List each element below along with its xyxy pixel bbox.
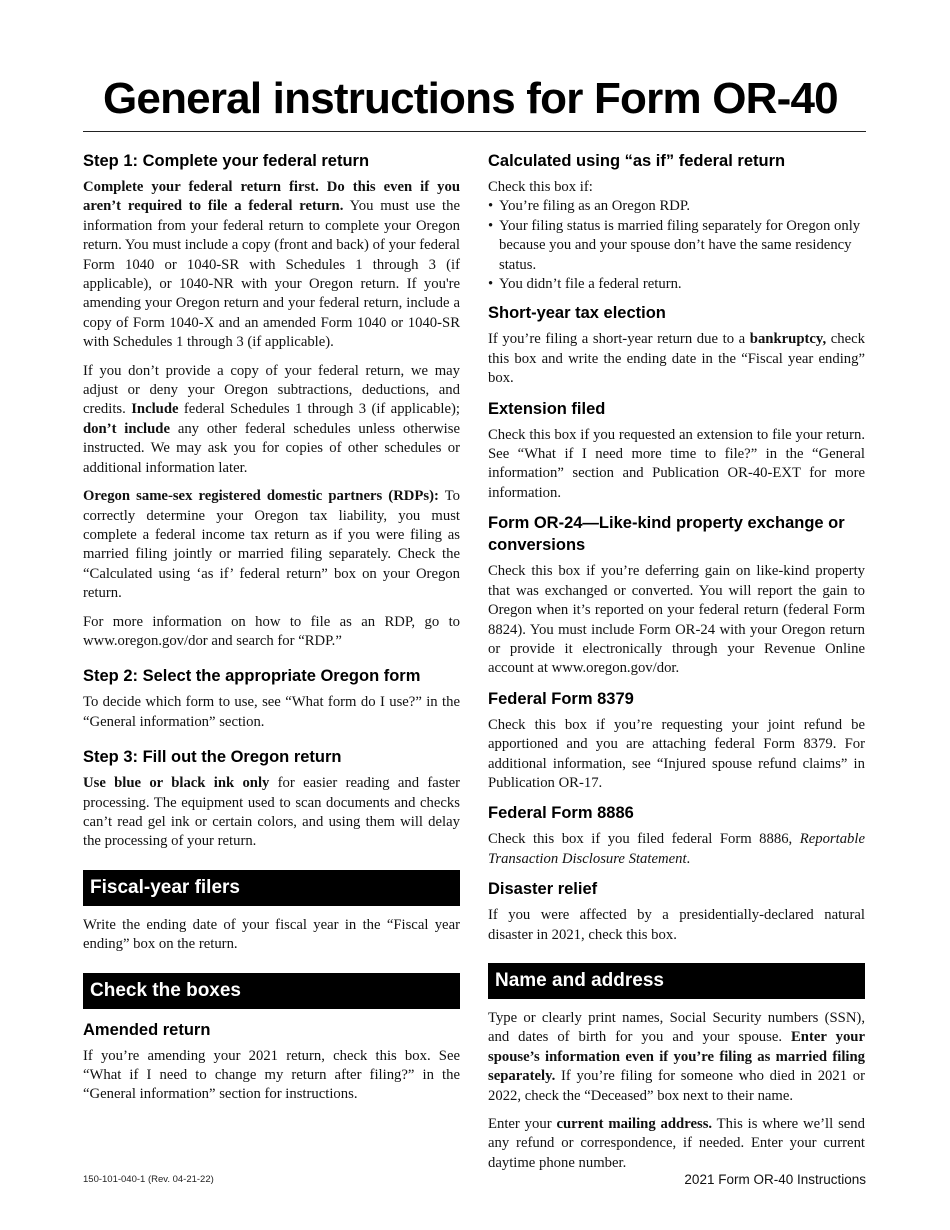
- name-p2-text-b: This is where we’ll send any refund or correspondence, if needed. Enter your current daytime phone number.: [488, 1116, 865, 1171]
- short-year-heading: Short-year tax election: [488, 304, 666, 323]
- instruction-page: [83, 0, 866, 1230]
- right-column: [488, 150, 865, 1173]
- name-p1-text-b: If you’re filing for someone who died in 2021 or 2022, check the “Deceased” box next to their name.: [488, 1068, 865, 1104]
- short-year-bold: bankruptcy,: [749, 331, 827, 348]
- fiscal-year-paragraph: Write the ending date of your fiscal year in the “Fiscal year ending” box on the return.: [83, 916, 460, 953]
- step1-section: [83, 150, 460, 651]
- short-year-text-a: If you’re filing a short-year return due to a: [488, 331, 750, 348]
- step3-section: [83, 746, 460, 852]
- extension-heading: Extension filed: [488, 399, 606, 418]
- step2-heading: Step 2: Select the appropriate Oregon form: [83, 667, 421, 686]
- name-p2-bold: current mailing address.: [556, 1116, 713, 1132]
- or24-section: [488, 512, 865, 678]
- step1-p3-bold: Oregon same-sex registered domestic partners (RDPs):: [83, 488, 439, 505]
- step1-p2-text-d: any other federal schedules unless otherwise instructed. We may ask you for copies of other schedules or additional information later.: [83, 420, 460, 476]
- extension-paragraph: Check this box if you requested an extension to file your return. See “What if I need more time to file?” in the “General information” section and Publication OR-40-EXT for more information.: [488, 426, 865, 501]
- name-p2-text-a: Enter your: [488, 1116, 557, 1132]
- disaster-relief-paragraph: If you were affected by a presidentially-declared natural disaster in 2021, check this box.: [488, 907, 865, 943]
- form-8886-text-b: .: [686, 850, 691, 867]
- form-8886-heading: Federal Form 8886: [488, 804, 634, 823]
- extension-section: [488, 398, 865, 504]
- document-title-footer: 2021 Form OR-40 Instructions: [684, 1172, 866, 1187]
- step1-p2-text-a: If you don’t provide a copy of your federal return, we may adjust or deny your Oregon subtractions, deductions, and credits.: [83, 362, 460, 418]
- step3-p1-text: for easier reading and faster processing. The equipment used to scan documents and checks can’t read gel ink or certain colors, and using them will delay the processing of your return.: [83, 775, 460, 850]
- name-address-paragraph-1: [488, 1009, 865, 1106]
- step1-p2-bold-dont-include: don’t include: [83, 420, 170, 437]
- form-8886-section: [488, 802, 865, 869]
- list-item: • Your filing status is married filing separately for Oregon only because you and your spouse don’t have the same residency status.: [488, 217, 865, 275]
- form-8379-paragraph: Check this box if you’re requesting your joint refund be apportioned and you are attaching federal Form 8379. For additional information, see “Injured spouse refund claims” in Publication OR-17.: [488, 716, 865, 791]
- short-year-section: [488, 302, 865, 388]
- form-8379-section: [488, 688, 865, 794]
- step2-section: [83, 665, 460, 732]
- step1-paragraph-4: For more information on how to file as an RDP, go to www.oregon.gov/dor and search for “RDP.”: [83, 613, 460, 649]
- as-if-intro: Check this box if:: [488, 179, 593, 195]
- or24-paragraph: Check this box if you’re deferring gain on like-kind property that was exchanged or converted. You will report the gain to Oregon when it’s reported on your federal return (federal Form 8824). You must include Form OR-24 with your Oregon return or provide it electronically through your Revenue Online account at www.oregon.gov/dor.: [488, 563, 865, 677]
- form-number: 150-101-040-1 (Rev. 04-21-22): [83, 1174, 214, 1185]
- step2-paragraph: To decide which form to use, see “What form do I use?” in the “General information” section.: [83, 694, 460, 730]
- title-divider: [83, 131, 866, 132]
- amended-return-heading: Amended return: [83, 1020, 211, 1039]
- step3-paragraph: [83, 774, 460, 852]
- name-and-address-banner: Name and address: [488, 963, 865, 999]
- amended-return-paragraph: If you’re amending your 2021 return, check this box. See “What if I need to change my return after filing?” in the “General information” section for instructions.: [83, 1047, 460, 1103]
- step1-paragraph-3: [83, 487, 460, 603]
- form-8886-text-a: Check this box if you filed federal Form 8886,: [488, 831, 800, 848]
- step1-paragraph-1: [83, 178, 460, 353]
- step1-p2-text-c: federal Schedules 1 through 3 (if applicable);: [178, 401, 460, 418]
- fiscal-year-filers-banner: Fiscal-year filers: [83, 870, 460, 906]
- left-column: [83, 150, 460, 1105]
- short-year-text-b: check this box and write the ending date in the “Fiscal year ending” box.: [488, 331, 865, 387]
- name-address-paragraph-2: [488, 1115, 865, 1173]
- list-item: • You didn’t file a federal return.: [488, 275, 865, 294]
- step1-p1-text: You must use the information from your federal return to complete your Oregon return. You must include a copy (front and back) of your federal Form 1040 or 1040-SR with Schedules 1 through 3 (if applicable), or 1040-NR with your Oregon return. If you're amending your Oregon return and your federal return, include a copy of Form 1040-X and an amended Form 1040 or 1040-SR with Schedules 1 through 3 (if applicable).: [83, 198, 460, 351]
- step1-p3-text: To correctly determine your Oregon tax liability, you must complete a federal income tax return as if you were filing as married filing jointly or married filing separately. Check the “Calculated using ‘as if’ federal return” box on your Oregon return.: [83, 488, 460, 602]
- step3-heading: Step 3: Fill out the Oregon return: [83, 748, 342, 767]
- page-title: General instructions for Form OR-40: [103, 74, 838, 123]
- or24-heading: Form OR-24—Like-kind property exchange or conversions: [488, 514, 845, 555]
- short-year-paragraph: [488, 330, 865, 388]
- form-8379-heading: Federal Form 8379: [488, 689, 634, 708]
- disaster-relief-heading: Disaster relief: [488, 880, 598, 899]
- name-p1-bold: Enter your spouse’s information even if you’re filing as married filing separately.: [488, 1029, 865, 1085]
- step1-paragraph-2: [83, 362, 460, 478]
- form-8886-paragraph: [488, 830, 865, 869]
- list-item: • You’re filing as an Oregon RDP.: [488, 197, 865, 216]
- check-the-boxes-banner: Check the boxes: [83, 973, 460, 1009]
- step1-p2-bold-include: Include: [131, 401, 179, 418]
- as-if-heading: Calculated using “as if” federal return: [488, 152, 786, 170]
- step1-p1-bold: Complete your federal return first. Do this even if you aren’t required to file a federal return.: [83, 179, 460, 215]
- step1-heading: Step 1: Complete your federal return: [83, 152, 370, 170]
- form-8886-italic: Reportable Transaction Disclosure Statement: [488, 831, 865, 867]
- as-if-bullet-list: [488, 197, 865, 294]
- as-if-section: [488, 150, 865, 294]
- name-p1-text-a: Type or clearly print names, Social Security numbers (SSN), and dates of birth for you and your spouse.: [488, 1009, 865, 1046]
- disaster-relief-section: [488, 878, 865, 945]
- step3-p1-bold: Use blue or black ink only: [83, 775, 270, 792]
